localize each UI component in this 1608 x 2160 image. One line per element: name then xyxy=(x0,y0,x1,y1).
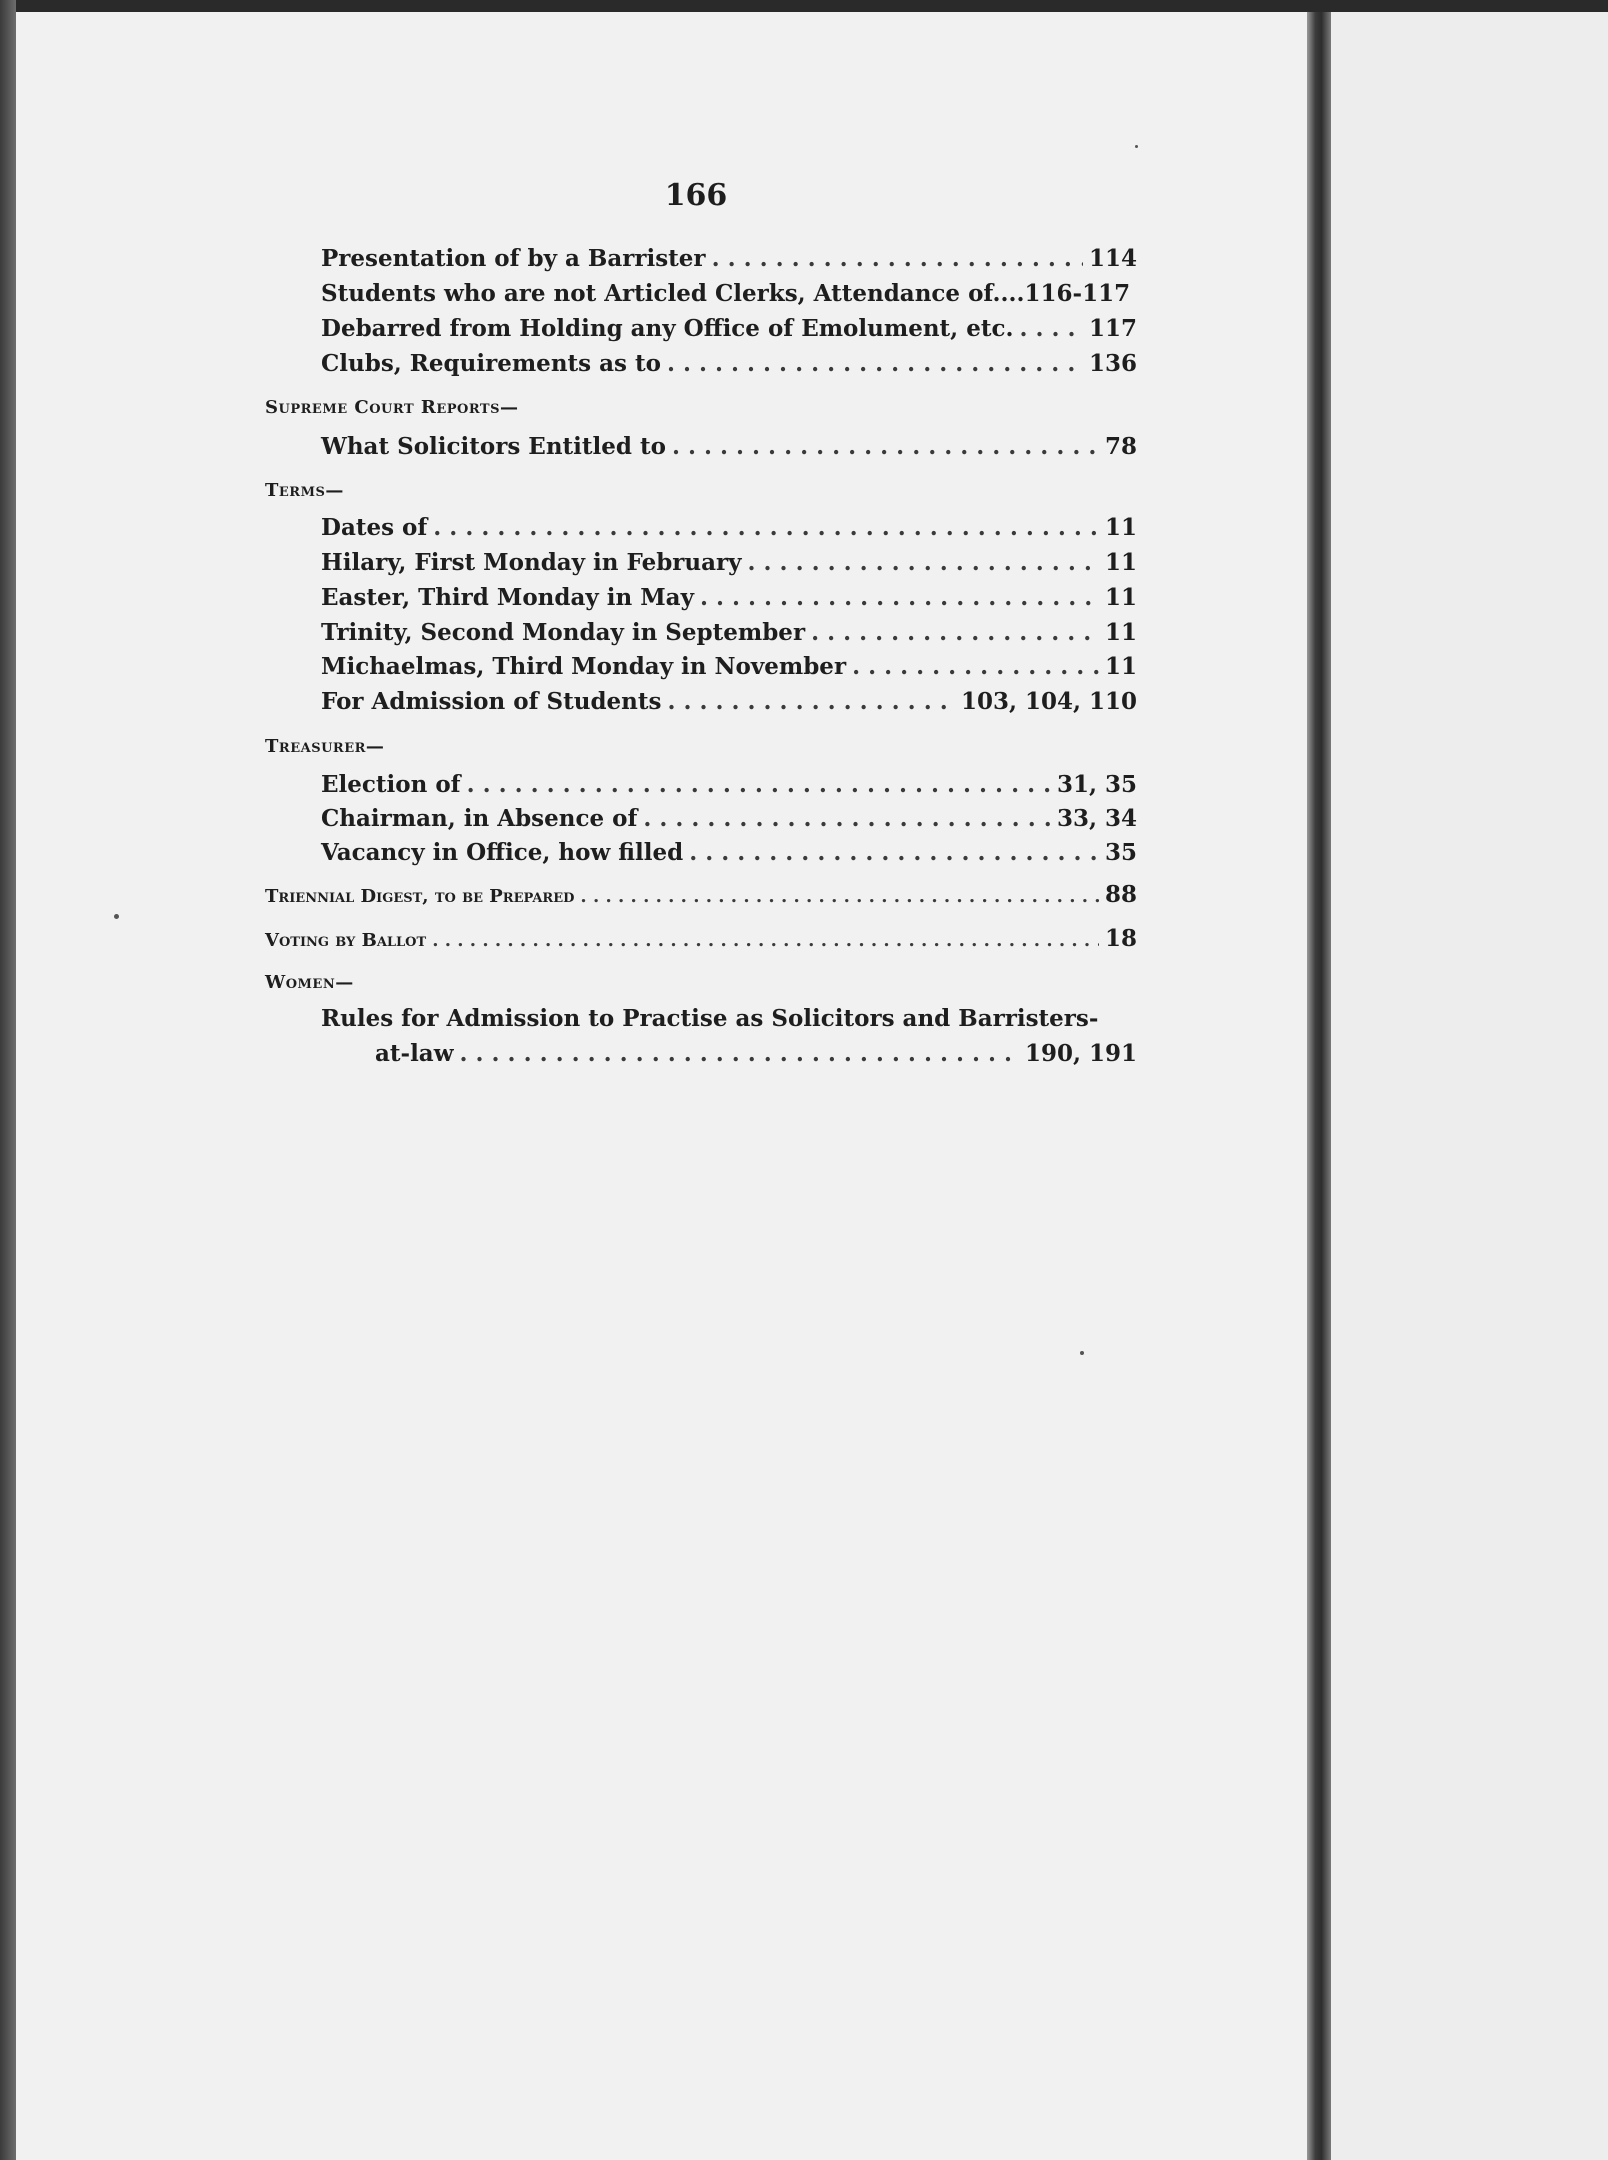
index-entry-voting-by-ballot xyxy=(265,925,1137,955)
index-entry-triennial-digest xyxy=(265,881,1137,911)
index-entry xyxy=(321,653,1137,683)
dot-leader xyxy=(667,350,1083,377)
index-entry xyxy=(321,245,1137,275)
entry-label: Trinity, Second Monday in September xyxy=(321,619,806,646)
entry-label: Presentation of by a Barrister xyxy=(321,245,706,272)
entry-label: What Solicitors Entitled to xyxy=(321,433,666,460)
index-entry xyxy=(321,805,1137,835)
scan-speck xyxy=(1135,145,1138,148)
entry-pages: 35 xyxy=(1104,839,1137,866)
book-gutter xyxy=(1307,12,1331,2160)
entry-label: Dates of xyxy=(321,514,428,541)
dot-leader xyxy=(667,688,954,715)
dot-leader xyxy=(460,1040,1019,1067)
entry-label: Election of xyxy=(321,771,461,798)
dot-leader xyxy=(1019,315,1083,342)
entry-pages: 31, 35 xyxy=(1056,771,1137,798)
entry-pages: 18 xyxy=(1104,925,1137,952)
scan-top-border xyxy=(0,0,1608,12)
dot-leader xyxy=(712,245,1083,272)
entry-label: For Admission of Students xyxy=(321,688,662,715)
scan-speck xyxy=(1080,1351,1084,1355)
entry-label: Clubs, Requirements as to xyxy=(321,350,661,377)
index-entry xyxy=(321,771,1137,801)
index-entry xyxy=(321,280,1137,307)
entry-label: Hilary, First Monday in February xyxy=(321,549,742,576)
entry-pages: 117 xyxy=(1088,315,1137,342)
index-entry-women-line2 xyxy=(375,1040,1137,1070)
entry-pages: 136 xyxy=(1088,350,1137,377)
section-heading-supreme-court: Supreme Court Reports— xyxy=(265,397,519,418)
index-entry xyxy=(321,433,1137,463)
page-number: 166 xyxy=(664,178,728,213)
facing-page xyxy=(1331,12,1608,2160)
scan-left-border xyxy=(0,0,16,2160)
section-heading-terms: Terms— xyxy=(265,480,344,501)
entry-pages: 11 xyxy=(1104,653,1137,680)
index-entry xyxy=(321,350,1137,380)
dot-leader xyxy=(672,433,1099,460)
entry-pages: 88 xyxy=(1104,881,1137,908)
entry-label: Debarred from Holding any Office of Emolument, etc. xyxy=(321,315,1014,342)
entry-pages: 33, 34 xyxy=(1056,805,1137,832)
index-entry xyxy=(321,688,1137,718)
entry-pages: 11 xyxy=(1104,514,1137,541)
entry-label: Triennial Digest, to be Prepared xyxy=(265,886,575,907)
entry-pages: 11 xyxy=(1104,619,1137,646)
entry-label: Michaelmas, Third Monday in November xyxy=(321,653,847,680)
entry-pages: 190, 191 xyxy=(1024,1040,1137,1067)
entry-label: at-law xyxy=(375,1040,454,1067)
index-entry xyxy=(321,514,1137,544)
dot-leader xyxy=(748,549,1099,576)
dot-leader xyxy=(643,805,1051,832)
dot-leader xyxy=(433,514,1099,541)
index-entry xyxy=(321,549,1137,579)
index-entry xyxy=(321,584,1137,614)
scan-speck xyxy=(114,914,119,919)
entry-pages: 78 xyxy=(1104,433,1137,460)
dot-leader xyxy=(432,930,1099,951)
dot-leader xyxy=(467,771,1051,798)
dot-leader xyxy=(580,886,1099,907)
dot-leader xyxy=(700,584,1099,611)
entry-pages: 11 xyxy=(1104,549,1137,576)
section-heading-women: Women— xyxy=(265,972,354,993)
index-entry xyxy=(321,839,1137,869)
entry-pages: 11 xyxy=(1104,584,1137,611)
index-entry xyxy=(321,315,1137,345)
dot-leader xyxy=(689,839,1099,866)
index-entry xyxy=(321,619,1137,649)
entry-label: Chairman, in Absence of xyxy=(321,805,638,832)
entry-label: Students who are not Articled Clerks, Attendance of....116-117 xyxy=(321,280,1131,307)
dot-leader xyxy=(811,619,1099,646)
entry-label: Vacancy in Office, how filled xyxy=(321,839,684,866)
entry-pages: 114 xyxy=(1088,245,1137,272)
index-entry-women-line1: Rules for Admission to Practise as Solicitors and Barristers- xyxy=(321,1005,1099,1032)
dot-leader xyxy=(852,653,1099,680)
entry-label: Voting by Ballot xyxy=(265,930,427,951)
section-heading-treasurer: Treasurer— xyxy=(265,736,385,757)
entry-pages: 103, 104, 110 xyxy=(960,688,1137,715)
entry-label: Easter, Third Monday in May xyxy=(321,584,694,611)
